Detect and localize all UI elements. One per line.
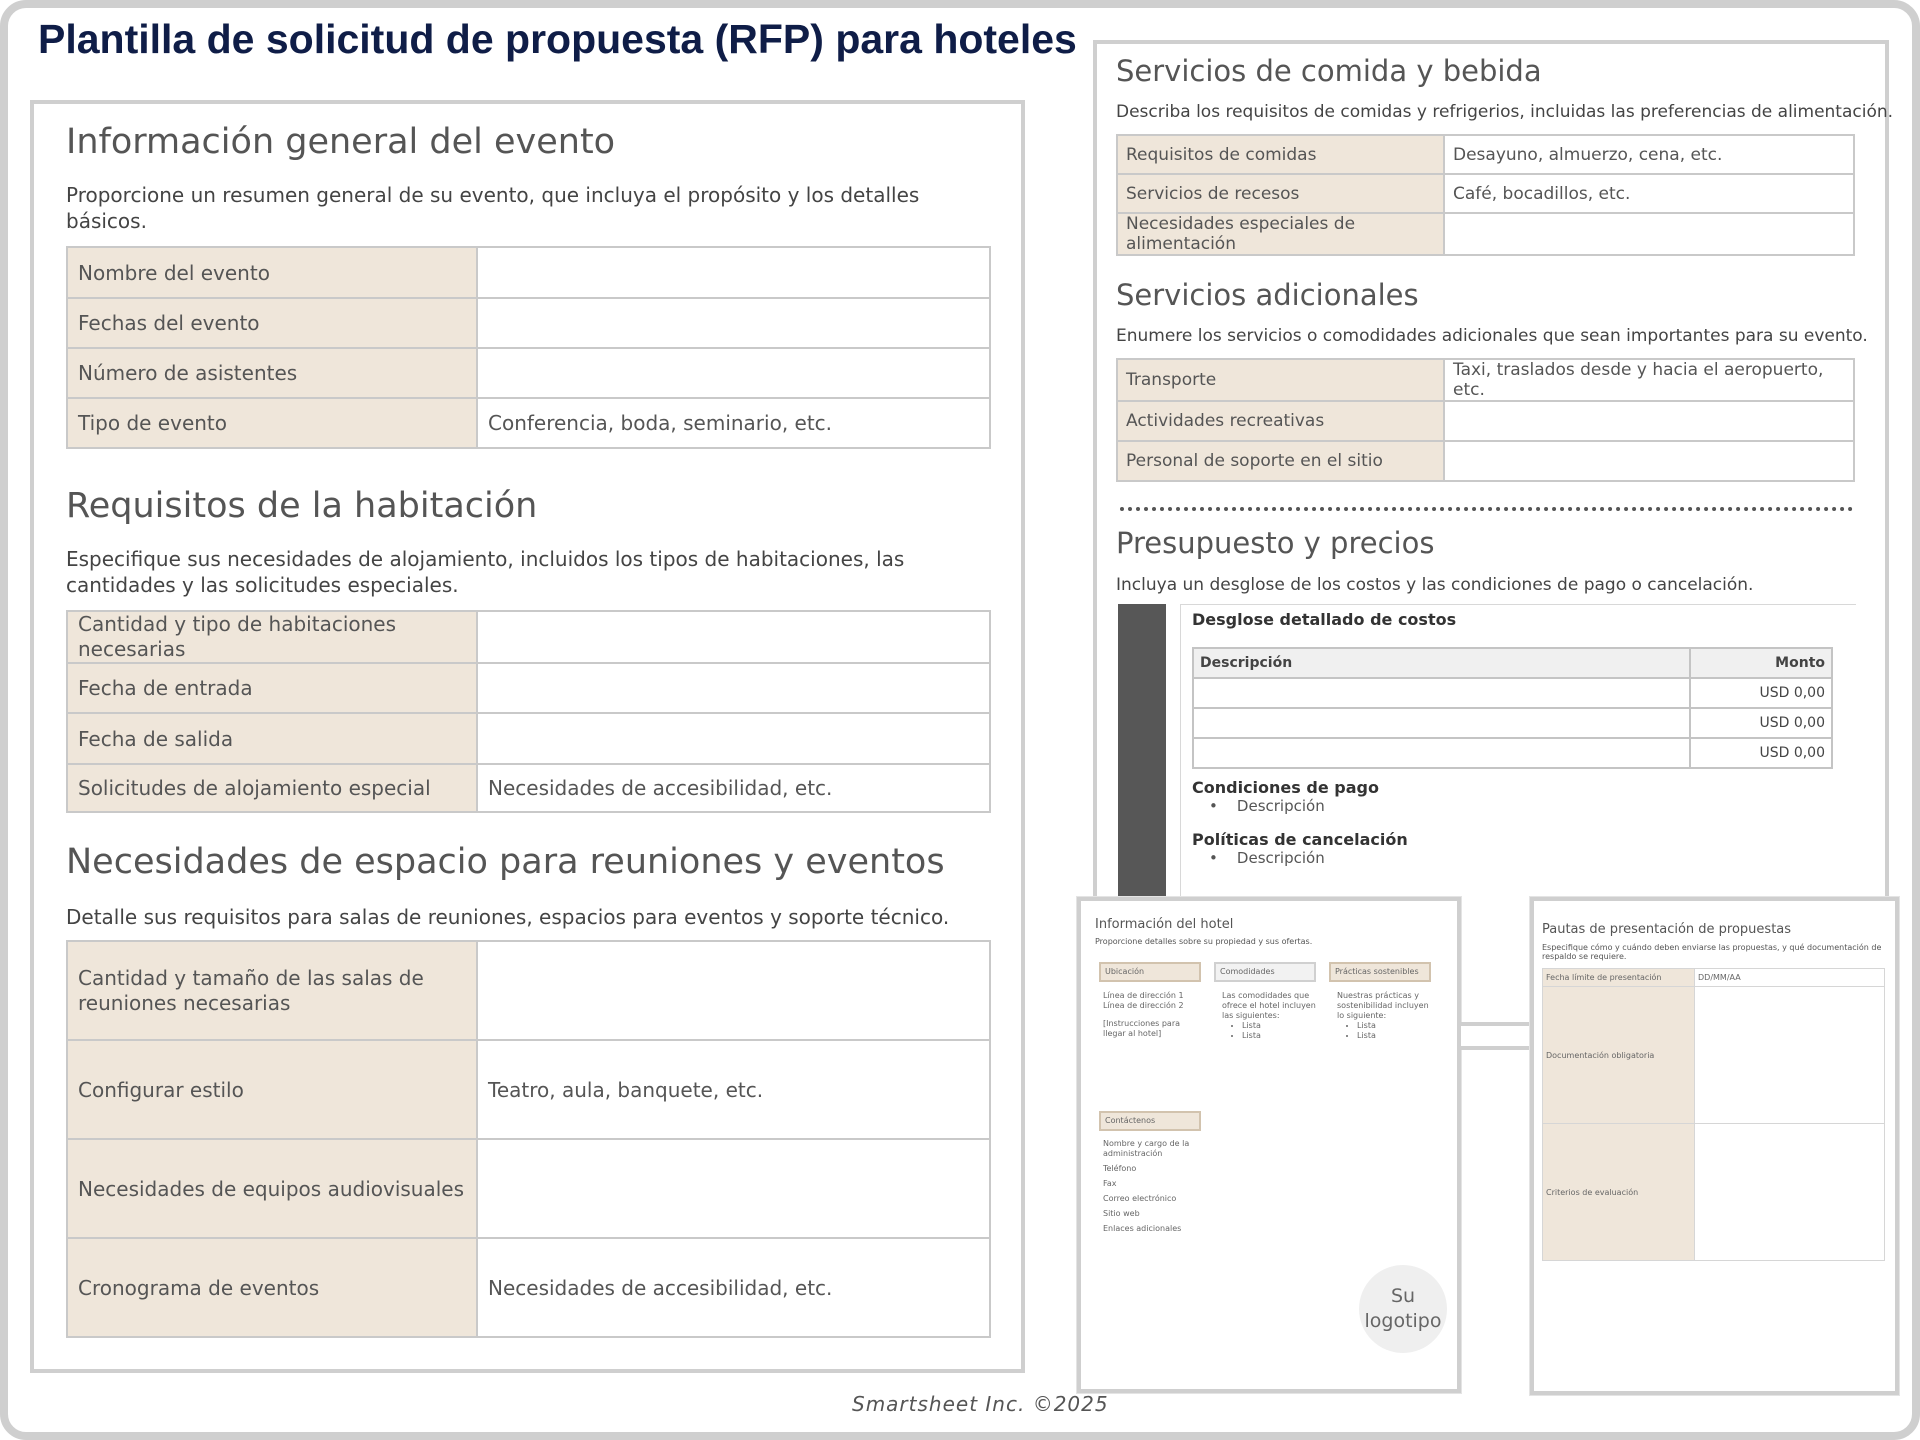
section-title-additional: Servicios adicionales [1116,278,1419,312]
cost-amount[interactable]: USD 0,00 [1690,678,1832,708]
field-value[interactable] [1444,401,1854,441]
table-row [1543,1124,1885,1261]
field-label: Requisitos de comidas [1117,135,1444,174]
field-label: Actividades recreativas [1117,401,1444,441]
field-label: Personal de soporte en el sitio [1117,441,1444,481]
contact-item: Teléfono [1103,1164,1137,1173]
field-label: Fecha de salida [67,713,477,764]
field-value[interactable] [1695,1124,1885,1261]
table-row [67,611,990,663]
section-title-meeting-space: Necesidades de espacio para reuniones y eventos [66,842,945,882]
list-item: • Lista [1357,1021,1431,1031]
hotel-info-title: Información del hotel [1095,917,1234,932]
meeting-space-table [66,940,991,1338]
field-value[interactable] [477,611,990,663]
submission-desc-line-1: Especifique cómo y cuándo deben enviarse las propuestas, y qué documentación de [1542,943,1882,952]
field-value[interactable] [477,298,990,348]
section-desc-additional: Enumere los servicios o comodidades adicionales que sean importantes para su evento. [1116,326,1868,346]
tag-location: Ubicación [1099,962,1201,982]
page-title: Plantilla de solicitud de propuesta (RFP) para hoteles [38,16,1077,62]
field-label: Configurar estilo [67,1040,477,1139]
field-value[interactable] [477,348,990,398]
list-item: • Lista [1242,1021,1316,1031]
field-value[interactable] [1444,213,1854,255]
table-row [67,764,990,812]
hotel-address [1103,991,1203,1039]
submission-table [1542,968,1885,1261]
field-value[interactable]: Teatro, aula, banquete, etc. [477,1040,990,1139]
cost-amount[interactable]: USD 0,00 [1690,708,1832,738]
field-value[interactable] [1444,441,1854,481]
submission-title: Pautas de presentación de propuestas [1542,922,1792,937]
footer-copyright: Smartsheet Inc. ©2025 [852,1392,1109,1416]
field-label: Cantidad y tamaño de las salas de reuniones necesarias [67,941,477,1040]
field-value[interactable]: Necesidades de accesibilidad, etc. [477,1238,990,1337]
table-row [1117,359,1854,401]
table-row [67,713,990,764]
column-header-description: Descripción [1193,648,1690,678]
address-line-1: Línea de dirección 1 [1103,991,1184,1000]
section-desc-budget: Incluya un desglose de los costos y las condiciones de pago o cancelación. [1116,575,1754,595]
list-item: • Lista [1242,1031,1316,1041]
table-row [1193,738,1832,768]
section-divider [1120,507,1853,511]
field-value[interactable] [477,713,990,764]
logo-text-line-2: logotipo [1364,1310,1442,1332]
table-row [1117,213,1854,255]
field-label: Número de asistentes [67,348,477,398]
field-label: Servicios de recesos [1117,174,1444,213]
cancellation-policies-heading: Políticas de cancelación [1192,830,1408,849]
section-desc-food: Describa los requisitos de comidas y refrigerios, incluidas las preferencias de alimentación. [1116,102,1894,122]
page-submission-guidelines [1530,897,1899,1395]
room-req-table [66,610,991,813]
table-row [67,1139,990,1238]
amenities-block [1222,991,1316,1041]
table-row [67,398,990,448]
address-line-2: Línea de dirección 2 [1103,1001,1184,1010]
cost-description[interactable] [1193,678,1690,708]
section-title-budget: Presupuesto y precios [1116,526,1435,560]
field-label: Documentación obligatoria [1543,987,1695,1124]
food-table [1116,134,1855,256]
field-value[interactable]: Café, bocadillos, etc. [1444,174,1854,213]
table-row [1117,174,1854,213]
sustainable-block [1337,991,1431,1041]
field-label: Nombre del evento [67,247,477,298]
field-label: Cantidad y tipo de habitaciones necesarias [67,611,477,663]
field-label: Fecha de entrada [67,663,477,713]
additional-table [1116,358,1855,482]
table-row [67,941,990,1040]
field-label: Transporte [1117,359,1444,401]
tag-sustainable: Prácticas sostenibles [1329,962,1431,982]
table-row [1117,135,1854,174]
hotel-info-desc: Proporcione detalles sobre su propiedad y sus ofertas. [1095,937,1313,946]
cancel-item-text: Descripción [1236,849,1325,867]
submission-desc-line-2: respaldo se requiere. [1542,952,1627,961]
field-label: Cronograma de eventos [67,1238,477,1337]
table-row [1117,441,1854,481]
field-label: Necesidades especiales de alimentación [1117,213,1444,255]
table-row [67,663,990,713]
field-label: Criterios de evaluación [1543,1124,1695,1261]
table-header-row [1193,648,1832,678]
field-value[interactable] [477,247,990,298]
contact-item: Enlaces adicionales [1103,1224,1182,1233]
cost-breakdown-heading: Desglose detallado de costos [1192,610,1457,629]
list-item: • Lista [1357,1031,1431,1041]
page-services-budget [1093,40,1894,1046]
section-title-event-info: Información general del evento [66,122,616,162]
payment-conditions-heading: Condiciones de pago [1192,778,1379,797]
section-desc-room-req: Especifique sus necesidades de alojamiento, incluidos los tipos de habitaciones, las cantidades y las solicitudes especiales. [66,547,905,597]
sustainable-text: Nuestras prácticas y sostenibilidad incluyen lo siguiente: [1337,991,1429,1020]
table-row [67,1238,990,1337]
field-value[interactable]: Necesidades de accesibilidad, etc. [477,764,990,812]
section-desc-meeting-space: Detalle sus requisitos para salas de reuniones, espacios para eventos y soporte técnico. [66,905,950,929]
tag-contacts: Contáctenos [1099,1111,1201,1131]
payment-item-text: Descripción [1236,797,1325,815]
cancellation-policies-item: • Descripción [1209,849,1325,867]
logo-placeholder[interactable] [1359,1265,1447,1353]
field-value[interactable]: DD/MM/AA [1695,969,1885,987]
section-title-room-req: Requisitos de la habitación [66,486,538,526]
table-row [1193,708,1832,738]
field-value[interactable]: Taxi, traslados desde y hacia el aeropuerto, etc. [1444,359,1854,401]
field-label: Necesidades de equipos audiovisuales [67,1139,477,1238]
field-value[interactable]: Desayuno, almuerzo, cena, etc. [1444,135,1854,174]
contact-item: Correo electrónico [1103,1194,1177,1203]
field-value[interactable] [477,663,990,713]
field-value[interactable] [477,941,990,1040]
page-event-details [30,100,1025,1373]
field-value[interactable] [477,1139,990,1238]
page-connector [1461,1022,1530,1050]
table-row [1543,969,1885,987]
cost-description[interactable] [1193,738,1690,768]
amenities-text: Las comodidades que ofrece el hotel incluyen las siguientes: [1222,991,1316,1020]
table-row [67,298,990,348]
contacts-block [1103,1139,1203,1234]
field-label: Tipo de evento [67,398,477,448]
cost-description[interactable] [1193,708,1690,738]
field-label: Fecha límite de presentación [1543,969,1695,987]
event-info-table [66,246,991,449]
table-row [1193,678,1832,708]
section-title-food: Servicios de comida y bebida [1116,54,1542,88]
page-hotel-info [1077,897,1461,1393]
field-value[interactable] [1695,987,1885,1124]
table-row [1543,987,1885,1124]
field-label: Solicitudes de alojamiento especial [67,764,477,812]
directions-text: [Instrucciones para llegar al hotel] [1103,1019,1181,1038]
table-row [67,348,990,398]
table-row [67,247,990,298]
logo-text-line-1: Su [1390,1285,1416,1307]
section-desc-event-info: Proporcione un resumen general de su evento, que incluya el propósito y los detalles básicos. [66,183,920,233]
contact-item: Nombre y cargo de la administración [1103,1139,1190,1158]
cost-amount[interactable]: USD 0,00 [1690,738,1832,768]
field-value[interactable]: Conferencia, boda, seminario, etc. [477,398,990,448]
table-row [67,1040,990,1139]
table-row [1117,401,1854,441]
field-label: Fechas del evento [67,298,477,348]
contact-item: Sitio web [1103,1209,1140,1218]
tag-amenities: Comodidades [1214,962,1316,982]
column-header-amount: Monto [1690,648,1832,678]
cost-table [1192,647,1833,769]
contact-item: Fax [1103,1179,1117,1188]
payment-conditions-item: • Descripción [1209,797,1325,815]
